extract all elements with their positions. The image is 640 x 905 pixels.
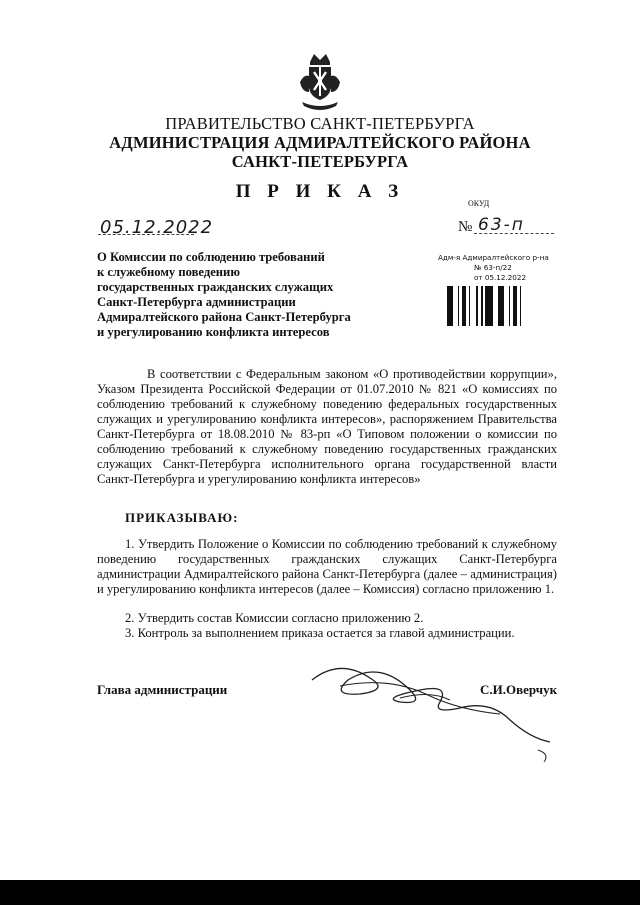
subject-line: государственных гражданских служащих	[97, 280, 334, 294]
decree-heading: ПРИКАЗЫВАЮ:	[125, 510, 239, 525]
subject-line: к служебному поведению	[97, 265, 240, 279]
stamp-office: Адм-я Адмиралтейского р-на	[438, 253, 549, 262]
registration-stamp	[438, 253, 568, 283]
city-title: САНКТ-ПЕТЕРБУРГА	[231, 152, 409, 171]
subject-line: Адмиралтейского района Санкт-Петербурга	[97, 310, 351, 324]
order-subject	[97, 250, 397, 340]
handwritten-number: 63-п	[478, 215, 525, 235]
handwritten-signature	[300, 650, 560, 770]
subject-line: Санкт-Петербурга администрации	[97, 295, 296, 309]
scan-border	[0, 880, 640, 905]
signer-name: С.И.Оверчук	[480, 682, 558, 697]
number-sign: №	[458, 219, 473, 235]
subject-line: и урегулированию конфликта интересов	[97, 325, 330, 339]
order-item-3: 3. Контроль за выполнением приказа остается за главой администрации.	[125, 626, 515, 640]
order-item-2: 2. Утвердить состав Комиссии согласно приложению 2.	[125, 611, 424, 625]
okud-label: ОКУД	[468, 199, 490, 208]
handwritten-date: 05.12.2022	[100, 217, 214, 238]
date-underline	[98, 234, 194, 235]
order-item-1: 1. Утвердить Положение о Комиссии по соблюдению требований к служебному поведению государственных гражданских служащих Санкт-Петербурга администрации Адмиралтейского района Санкт-Петербурга (далее – администрация) и урегулированию конфликта интересов (далее – Комиссия) согласно приложению 1.	[97, 537, 557, 596]
document-type-title: П Р И К А З	[235, 181, 405, 202]
coat-of-arms-icon	[296, 52, 344, 112]
stamp-number: № 63-п/22	[474, 263, 512, 272]
government-title: ПРАВИТЕЛЬСТВО САНКТ-ПЕТЕРБУРГА	[165, 114, 475, 133]
number-underline	[474, 233, 554, 234]
subject-line: О Комиссии по соблюдению требований	[97, 250, 325, 264]
administration-title: АДМИНИСТРАЦИЯ АДМИРАЛТЕЙСКОГО РАЙОНА	[109, 133, 531, 152]
signer-position: Глава администрации	[97, 682, 228, 697]
preamble-paragraph: В соответствии с Федеральным законом «О противодействии коррупции», Указом Президента Российской Федерации от 01.07.2010 № 821 «О комиссиях по соблюдению требований к служебному поведению федеральных государственных служащих и урегулированию конфликта интересов», распоряжением Правительства Санкт-Петербурга от 18.08.2010 № 83-рп «О Типовом положении о комиссии по соблюдению требований к служебному поведению государственных гражданских служащих Санкт-Петербурга исполнительного органа государственной власти Санкт-Петербурга и урегулированию конфликта интересов»	[97, 367, 557, 486]
stamp-date: от 05.12.2022	[474, 273, 527, 282]
barcode-icon	[447, 286, 527, 326]
